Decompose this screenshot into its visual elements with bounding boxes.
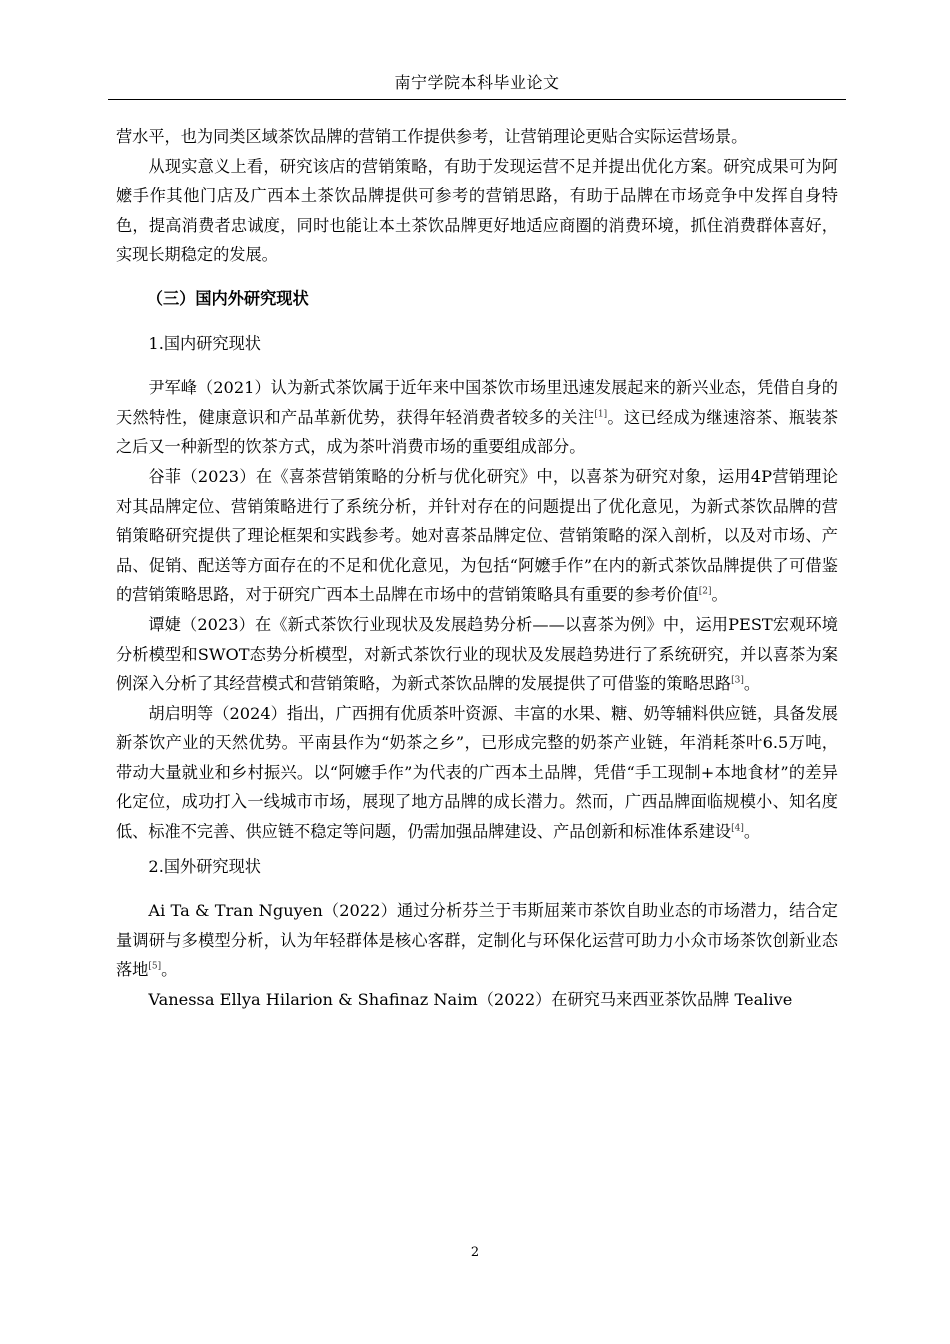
subsection-domestic: 1.国内研究现状 [148,333,261,353]
citation-ref[interactable]: [5] [148,962,162,973]
paragraph-ai-ta [116,896,838,985]
citation-ref[interactable]: [1] [594,409,608,420]
paragraph-text: 尹军峰（2021）认为新式茶饮属于近年来中国茶饮市场里迅速发展起来的新兴业态，凭借自身的天然特性，健康意识和产品革新优势，获得年轻消费者较多的关注 [116,378,838,427]
paragraph-vanessa: Vanessa Ellya Hilarion & Shafinaz Naim（2022）在研究马来西亚茶饮品牌 Tealive [148,990,793,1010]
paragraph-text: 。 [161,960,178,980]
paragraph-text: 。 [743,822,761,842]
subsection-foreign: 2.国外研究现状 [148,856,261,876]
paragraph-yin [116,373,838,462]
paragraph-hu [116,699,838,847]
paragraph-text: 。 [743,674,761,694]
citation-ref[interactable]: [3] [731,675,744,686]
paragraph-text: Ai Ta & Tran Nguyen（2022）通过分析芬兰于韦斯屈莱市茶饮自助业态的市场潜力，结合定量调研与多模型分析，认为年轻群体是核心客群，定制化与环保化运营可助力小众市场茶饮创新业态落地 [116,901,838,980]
paragraph-continued: 营水平，也为同类区域茶饮品牌的营销工作提供参考，让营销理论更贴合实际运营场景。 [116,127,748,146]
main-content [116,122,838,1015]
section-heading: （三）国内外研究现状 [146,288,309,308]
paragraph-text: 。这已经成为继速溶茶、瓶装茶之后又一种新型的饮茶方式，成为茶叶消费市场的重要组成部分。 [116,407,839,457]
citation-ref[interactable]: [2] [698,586,712,597]
paragraph-text: 。 [711,585,728,605]
paragraph-gu [116,462,838,610]
paragraph-text: 谷菲（2023）在《喜茶营销策略的分析与优化研究》中，以喜茶为研究对象，运用4P营销理论对其品牌定位、营销策略进行了系统分析，并针对存在的问题提出了优化意见，为新式茶饮品牌的营销策略研究提供了理论框架和实践参考。她对喜茶品牌定位、营销策略的深入剖析，以及对市场、产品、促销、配送等方面存在的不足和优化意见，为包括“阿嬷手作”在内的新式茶饮品牌提供了可借鉴的营销策略思路，对于研究广西本土品牌在市场中的营销策略具有重要的参考价值 [116,466,838,605]
paragraph-text: 谭婕（2023）在《新式茶饮行业现状及发展趋势分析——以喜茶为例》中，运用PEST宏观环境分析模型和SWOT态势分析模型，对新式茶饮行业的现状及发展趋势进行了系统研究，并以喜茶为案例深入分析了其经营模式和营销策略，为新式茶饮品牌的发展提供了可借鉴的策略思路 [116,614,838,694]
paragraph-tan [116,610,838,699]
paragraph-text: 胡启明等（2024）指出，广西拥有优质茶叶资源、丰富的水果、糖、奶等辅料供应链，具备发展新茶饮产业的天然优势。平南县作为“奶茶之乡”，已形成完整的奶茶产业链，年消耗茶叶6.5万吨，带动大量就业和乡村振兴。以“阿嬷手作”为代表的广西本土品牌，凭借“手工现制+本地食材”的差异化定位，成功打入一线城市市场，展现了地方品牌的成长潜力。然而，广西品牌面临规模小、知名度低、标准不完善、供应链不稳定等问题，仍需加强品牌建设、产品创新和标准体系建设 [116,703,838,842]
page-header: 南宁学院本科毕业论文 [108,70,846,100]
paragraph-practical-significance: 从现实意义上看，研究该店的营销策略，有助于发现运营不足并提出优化方案。研究成果可为阿嬷手作其他门店及广西本土茶饮品牌提供可参考的营销思路，有助于品牌在市场竞争中发挥自身特色，提高消费者忠诚度，同时也能让本土茶饮品牌更好地适应商圈的消费环境，抓住消费群体喜好，实现长期稳定的发展。 [116,156,838,265]
citation-ref[interactable]: [4] [731,823,744,834]
page-number: 2 [470,1245,480,1260]
